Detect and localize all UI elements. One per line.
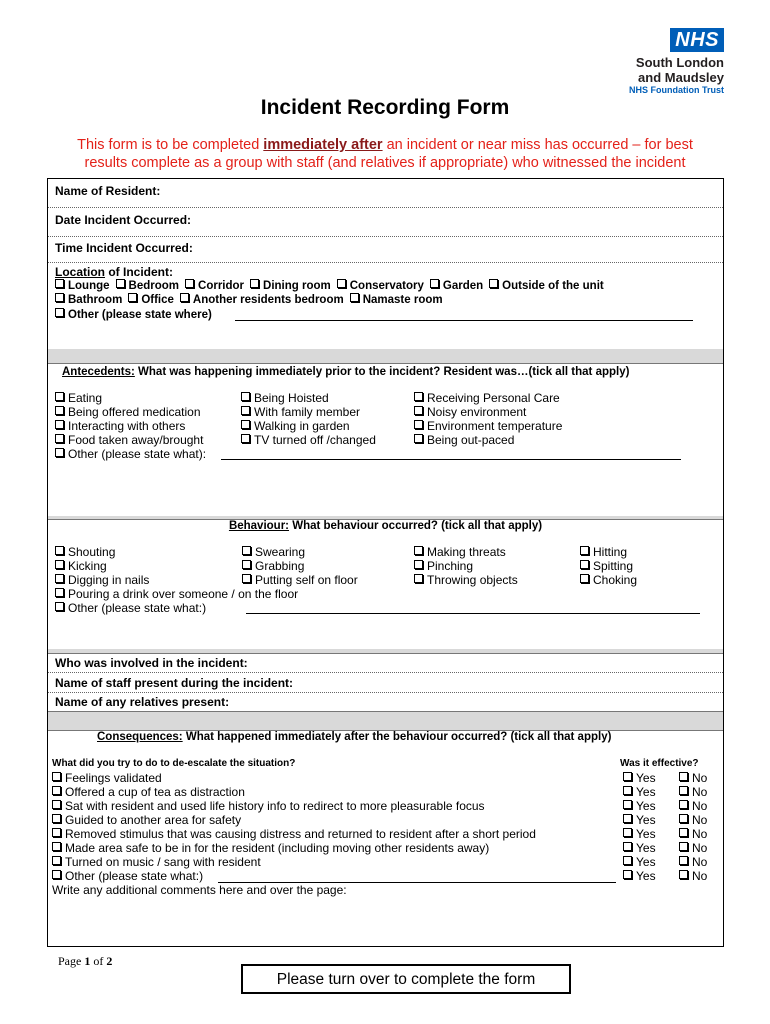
checkbox[interactable] — [679, 814, 688, 823]
antecedents-col1 — [55, 391, 203, 447]
checkbox[interactable] — [55, 308, 64, 317]
location-option[interactable] — [250, 279, 331, 293]
behaviour-option[interactable] — [580, 545, 637, 559]
resident-name-field[interactable] — [48, 179, 723, 208]
page-total: 2 — [106, 954, 113, 968]
org-name-line2: and Maudsley — [638, 70, 724, 85]
no-option-label: No — [692, 855, 708, 869]
consequence-option[interactable] — [52, 785, 536, 799]
checkbox[interactable] — [52, 842, 61, 851]
antecedent-option[interactable] — [414, 391, 562, 405]
checkbox[interactable] — [250, 279, 259, 288]
location-option-label: Garden — [442, 280, 484, 292]
checkbox[interactable] — [241, 392, 250, 401]
time-field[interactable] — [48, 237, 723, 263]
deescalate-question: What did you try to do to de-escalate the situation? — [52, 758, 296, 769]
yes-option-label: Yes — [636, 841, 656, 855]
no-option[interactable] — [679, 841, 707, 855]
location-label-u: Location — [55, 265, 105, 279]
checkbox[interactable] — [350, 293, 359, 302]
yes-option[interactable] — [623, 771, 679, 785]
checkbox[interactable] — [180, 293, 189, 302]
relatives-label: Name of any relatives present: — [55, 695, 230, 709]
page-title: Incident Recording Form — [260, 96, 510, 119]
checkbox[interactable] — [55, 392, 64, 401]
behaviour-other-line[interactable] — [246, 613, 700, 614]
intro-line2: results complete as a group with staff (and relatives if appropriate) who witnessed the incident — [84, 155, 686, 171]
antecedent-option[interactable] — [241, 419, 376, 433]
antecedents-heading-u: Antecedents: — [62, 366, 135, 378]
checkbox[interactable] — [489, 279, 498, 288]
behaviour-col2 — [242, 545, 358, 587]
consequence-option-label: Feelings validated — [65, 771, 162, 785]
location-option-label: Outside of the unit — [502, 280, 604, 292]
yes-option-label: Yes — [636, 771, 656, 785]
behaviour-section — [48, 519, 723, 649]
antecedent-option-label: With family member — [254, 405, 361, 419]
antecedent-option[interactable] — [241, 433, 376, 447]
checkbox[interactable] — [580, 546, 589, 555]
checkbox[interactable] — [679, 828, 688, 837]
no-option-label: No — [692, 785, 708, 799]
antecedents-other-line[interactable] — [221, 459, 681, 460]
checkbox[interactable] — [414, 560, 423, 569]
checkbox[interactable] — [55, 574, 64, 583]
effective-row — [623, 771, 707, 785]
behaviour-option[interactable] — [55, 559, 149, 573]
antecedent-option-label: Noisy environment — [427, 405, 527, 419]
behaviour-other[interactable] — [55, 601, 206, 615]
yes-option[interactable] — [623, 841, 679, 855]
checkbox[interactable] — [241, 406, 250, 415]
location-option[interactable] — [116, 279, 179, 293]
yes-option[interactable] — [623, 869, 679, 883]
checkbox[interactable] — [55, 420, 64, 429]
behaviour-col4 — [580, 545, 637, 587]
antecedent-option[interactable] — [414, 405, 562, 419]
yes-option[interactable] — [623, 785, 679, 799]
checkbox[interactable] — [55, 448, 64, 457]
checkbox[interactable] — [623, 772, 632, 781]
location-option-label: Corridor — [198, 280, 245, 292]
checkbox[interactable] — [679, 856, 688, 865]
checkbox[interactable] — [55, 406, 64, 415]
location-option[interactable] — [55, 279, 110, 293]
consequence-option-label: Made area safe to be in for the resident (including moving other residents away) — [65, 841, 490, 855]
yes-option-label: Yes — [636, 813, 656, 827]
consequence-option-label: Sat with resident and used life history info to redirect to more pleasurable focus — [65, 799, 485, 813]
behaviour-extra-label: Pouring a drink over someone / on the floor — [68, 587, 299, 601]
behaviour-col3 — [414, 545, 518, 587]
antecedents-col3 — [414, 391, 562, 447]
location-section — [48, 263, 723, 349]
location-option-label: Namaste room — [362, 294, 443, 306]
behaviour-col1 — [55, 545, 149, 587]
consequence-option[interactable] — [52, 799, 536, 813]
checkbox[interactable] — [55, 546, 64, 555]
intro-text — [40, 136, 730, 172]
effective-row — [623, 785, 707, 799]
antecedents-section — [48, 363, 723, 516]
consequence-option[interactable] — [52, 813, 536, 827]
checkbox[interactable] — [623, 814, 632, 823]
consequences-heading-u: Consequences: — [97, 731, 183, 743]
checkbox[interactable] — [580, 574, 589, 583]
intro-part2: an incident or near miss has occurred – for best — [382, 137, 693, 153]
no-option[interactable] — [679, 827, 707, 841]
checkbox[interactable] — [414, 392, 423, 401]
antecedent-option-label: Receiving Personal Care — [427, 391, 560, 405]
checkbox[interactable] — [623, 842, 632, 851]
no-option[interactable] — [679, 771, 707, 785]
yes-option[interactable] — [623, 799, 679, 813]
checkbox[interactable] — [623, 856, 632, 865]
no-option[interactable] — [679, 799, 707, 813]
behaviour-option-label: Grabbing — [255, 559, 305, 573]
consequence-option-label: Other (please state what:) — [65, 869, 204, 883]
location-option-label: Bathroom — [68, 294, 123, 306]
location-line2 — [55, 293, 449, 307]
no-option[interactable] — [679, 785, 707, 799]
yes-option[interactable] — [623, 855, 679, 869]
checkbox[interactable] — [623, 870, 632, 879]
checkbox[interactable] — [414, 434, 423, 443]
consequence-option-label: Offered a cup of tea as distraction — [65, 785, 245, 799]
behaviour-option[interactable] — [580, 559, 637, 573]
antecedents-heading — [62, 365, 629, 379]
antecedent-option[interactable] — [414, 419, 562, 433]
intro-emphasis: immediately after — [263, 137, 383, 153]
behaviour-option[interactable] — [242, 545, 358, 559]
behaviour-heading-u: Behaviour: — [228, 520, 290, 532]
checkbox[interactable] — [430, 279, 439, 288]
effective-row — [623, 827, 707, 841]
antecedent-option-label: Eating — [68, 391, 103, 405]
no-option-label: No — [692, 827, 708, 841]
checkbox[interactable] — [55, 279, 64, 288]
checkbox[interactable] — [580, 560, 589, 569]
comments-label: Write any additional comments here and over the page: — [52, 883, 347, 897]
location-option-label: Dining room — [263, 280, 331, 292]
location-option[interactable] — [180, 293, 344, 307]
location-option[interactable] — [128, 293, 174, 307]
antecedent-option[interactable] — [55, 391, 203, 405]
staff-field[interactable] — [48, 673, 723, 693]
antecedents-other[interactable] — [55, 447, 206, 461]
location-label-rest: of Incident: — [105, 265, 173, 279]
checkbox[interactable] — [52, 828, 61, 837]
checkbox[interactable] — [52, 870, 61, 879]
page-of: of — [90, 954, 107, 968]
behaviour-option[interactable] — [55, 545, 149, 559]
time-label: Time Incident Occurred: — [55, 241, 193, 255]
location-other[interactable] — [55, 308, 212, 322]
section-divider — [48, 712, 723, 731]
location-option[interactable] — [55, 293, 122, 307]
checkbox[interactable] — [623, 786, 632, 795]
org-trust: NHS Foundation Trust — [629, 85, 724, 95]
behaviour-heading — [48, 519, 723, 533]
location-option-label: Office — [141, 294, 174, 306]
location-label — [55, 265, 173, 279]
consequences-section — [48, 730, 723, 947]
resident-name-label: Name of Resident: — [55, 184, 161, 198]
behaviour-option-label: Choking — [593, 573, 638, 587]
antecedent-option[interactable] — [55, 433, 203, 447]
behaviour-option[interactable] — [242, 573, 358, 587]
checkbox[interactable] — [679, 800, 688, 809]
behaviour-option-label: Pinching — [427, 559, 474, 573]
checkbox[interactable] — [116, 279, 125, 288]
location-option[interactable] — [489, 279, 604, 293]
checkbox[interactable] — [414, 546, 423, 555]
involved-label: Who was involved in the incident: — [55, 656, 248, 670]
checkbox[interactable] — [242, 560, 251, 569]
checkbox[interactable] — [55, 434, 64, 443]
checkbox[interactable] — [679, 772, 688, 781]
checkbox[interactable] — [623, 828, 632, 837]
effective-row — [623, 841, 707, 855]
antecedents-other-label: Other (please state what): — [68, 447, 207, 461]
page-prefix: Page — [58, 954, 85, 968]
page-number — [58, 954, 112, 969]
checkbox[interactable] — [55, 602, 64, 611]
checkbox[interactable] — [623, 800, 632, 809]
behaviour-option-label: Putting self on floor — [255, 573, 358, 587]
checkbox[interactable] — [185, 279, 194, 288]
behaviour-option[interactable] — [414, 573, 518, 587]
org-name-line1: South London — [635, 55, 724, 70]
effective-heading: Was it effective? — [620, 758, 699, 769]
checkbox[interactable] — [241, 434, 250, 443]
consequence-option[interactable] — [52, 771, 536, 785]
consequence-items — [52, 771, 536, 883]
location-option-label: Bedroom — [128, 280, 180, 292]
behaviour-option-label: Making threats — [427, 545, 506, 559]
consequence-option-label: Guided to another area for safety — [65, 813, 242, 827]
antecedent-option-label: Interacting with others — [68, 419, 186, 433]
yes-option-label: Yes — [636, 785, 656, 799]
turn-over-notice: Please turn over to complete the form — [241, 964, 571, 994]
consequences-heading — [97, 730, 611, 744]
yes-option-label: Yes — [636, 827, 656, 841]
no-option-label: No — [692, 869, 708, 883]
location-option[interactable] — [350, 293, 443, 307]
checkbox[interactable] — [55, 293, 64, 302]
checkbox[interactable] — [52, 856, 61, 865]
location-option-label: Another residents bedroom — [192, 294, 344, 306]
antecedent-option[interactable] — [241, 405, 376, 419]
consequence-option-label: Removed stimulus that was causing distress and returned to resident after a short period — [65, 827, 536, 841]
no-option[interactable] — [679, 813, 707, 827]
behaviour-option-label: Spitting — [593, 559, 634, 573]
checkbox[interactable] — [337, 279, 346, 288]
behaviour-option[interactable] — [414, 559, 518, 573]
no-option-label: No — [692, 813, 708, 827]
no-option-label: No — [692, 841, 708, 855]
antecedents-col2 — [241, 391, 376, 447]
antecedent-option-label: Being out-paced — [427, 433, 515, 447]
checkbox[interactable] — [242, 574, 251, 583]
no-option-label: No — [692, 799, 708, 813]
nhs-badge: NHS — [670, 28, 724, 52]
effective-row — [623, 799, 707, 813]
yes-option-label: Yes — [636, 799, 656, 813]
consequence-option[interactable] — [52, 827, 536, 841]
date-label: Date Incident Occurred: — [55, 213, 192, 227]
staff-label: Name of staff present during the incident: — [55, 676, 294, 690]
checkbox[interactable] — [414, 420, 423, 429]
antecedent-option-label: Being Hoisted — [254, 391, 329, 405]
checkbox[interactable] — [52, 800, 61, 809]
incident-form — [47, 178, 724, 947]
behaviour-option[interactable] — [242, 559, 358, 573]
behaviour-option-label: Swearing — [255, 545, 306, 559]
checkbox[interactable] — [55, 588, 64, 597]
location-option[interactable] — [430, 279, 483, 293]
effective-row — [623, 855, 707, 869]
behaviour-option[interactable] — [55, 573, 149, 587]
checkbox[interactable] — [679, 842, 688, 851]
behaviour-extra[interactable] — [55, 587, 298, 601]
behaviour-option-label: Digging in nails — [68, 573, 150, 587]
antecedent-option-label: Environment temperature — [427, 419, 563, 433]
no-option[interactable] — [679, 855, 707, 869]
location-other-label: Other (please state where) — [68, 309, 212, 321]
yes-option[interactable] — [623, 813, 679, 827]
location-line1 — [55, 279, 610, 293]
behaviour-heading-rest: What behaviour occurred? (tick all that apply) — [289, 520, 543, 532]
antecedent-option-label: TV turned off /changed — [254, 433, 376, 447]
effective-row — [623, 869, 707, 883]
behaviour-other-label: Other (please state what:) — [68, 601, 207, 615]
checkbox[interactable] — [52, 772, 61, 781]
antecedent-option-label: Food taken away/brought — [68, 433, 204, 447]
involved-field[interactable] — [48, 653, 723, 673]
yes-option[interactable] — [623, 827, 679, 841]
checkbox[interactable] — [241, 420, 250, 429]
location-option-label: Conservatory — [349, 280, 424, 292]
behaviour-option-label: Shouting — [68, 545, 116, 559]
behaviour-option-label: Hitting — [593, 545, 628, 559]
effective-options — [623, 771, 707, 883]
behaviour-option-label: Throwing objects — [427, 573, 518, 587]
consequences-heading-rest: What happened immediately after the behaviour occurred? (tick all that apply) — [182, 731, 612, 743]
checkbox[interactable] — [52, 814, 61, 823]
page-current: 1 — [84, 954, 91, 968]
consequence-option-label: Turned on music / sang with resident — [65, 855, 261, 869]
location-option[interactable] — [185, 279, 244, 293]
checkbox[interactable] — [679, 786, 688, 795]
antecedent-option[interactable] — [414, 433, 562, 447]
antecedent-option[interactable] — [55, 405, 203, 419]
checkbox[interactable] — [55, 560, 64, 569]
no-option[interactable] — [679, 869, 707, 883]
antecedent-option-label: Walking in garden — [254, 419, 350, 433]
location-option-label: Lounge — [68, 280, 110, 292]
antecedents-heading-rest: What was happening immediately prior to the incident? Resident was…(tick all that apply) — [134, 366, 630, 378]
checkbox[interactable] — [128, 293, 137, 302]
antecedent-option[interactable] — [241, 391, 376, 405]
section-divider — [48, 349, 723, 364]
location-option[interactable] — [337, 279, 424, 293]
yes-option-label: Yes — [636, 855, 656, 869]
antecedent-option-label: Being offered medication — [68, 405, 201, 419]
date-field[interactable] — [48, 208, 723, 237]
nhs-logo — [612, 28, 724, 96]
effective-row — [623, 813, 707, 827]
behaviour-option[interactable] — [580, 573, 637, 587]
checkbox[interactable] — [414, 406, 423, 415]
intro-part1: This form is to be completed — [77, 137, 264, 153]
behaviour-option-label: Kicking — [68, 559, 107, 573]
checkbox[interactable] — [242, 546, 251, 555]
consequence-option[interactable] — [52, 841, 536, 855]
checkbox[interactable] — [52, 786, 61, 795]
behaviour-option[interactable] — [414, 545, 518, 559]
consequence-option[interactable] — [52, 855, 536, 869]
consequence-option[interactable] — [52, 869, 536, 883]
antecedent-option[interactable] — [55, 419, 203, 433]
checkbox[interactable] — [679, 870, 688, 879]
relatives-field[interactable] — [48, 693, 723, 712]
no-option-label: No — [692, 771, 708, 785]
yes-option-label: Yes — [636, 869, 656, 883]
location-other-line[interactable] — [235, 320, 693, 321]
checkbox[interactable] — [414, 574, 423, 583]
